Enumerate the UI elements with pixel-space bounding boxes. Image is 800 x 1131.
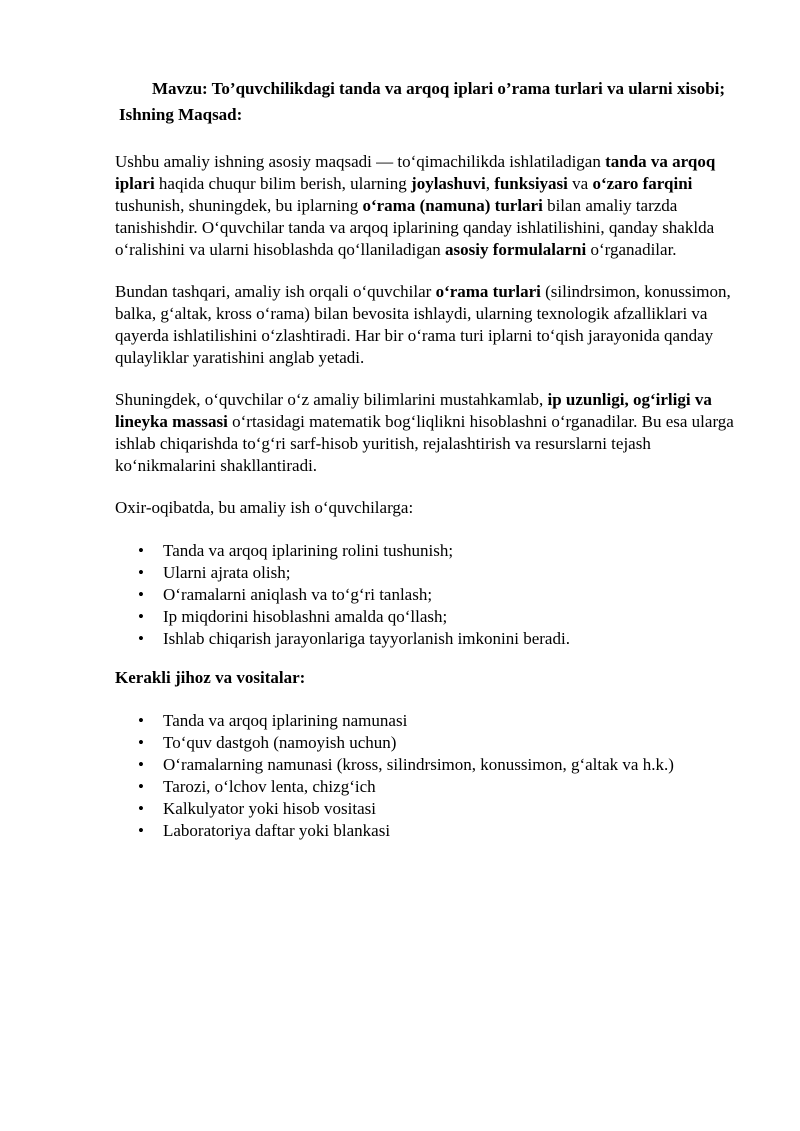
bold-run: ip uzunligi, og‘irligi va lineyka massasi <box>115 390 712 431</box>
list-item: • Tanda va arqoq iplarining rolini tushunish; <box>115 540 740 562</box>
bold-run: o‘rama turlari <box>435 282 541 301</box>
document-body <box>115 76 740 842</box>
document-title: Mavzu: To’quvchilikdagi tanda va arqoq iplari o’rama turlari va ularni xisobi; <box>152 79 726 98</box>
goal-paragraph-2 <box>115 281 740 369</box>
text-run: o‘rtasidagi matematik bog‘liqlikni hisoblashni o‘rganadilar. Bu esa ularga ishlab chiqarishda to‘g‘ri sarf-hisob yuritish, rejalashtirish va resurslarni tejash ko‘nikmalarini shakllantiradi. <box>115 412 734 475</box>
tools-list <box>115 710 740 842</box>
text-run: tushunish, shuningdek, bu iplarning <box>115 196 363 215</box>
bold-run: funksiyasi <box>494 174 568 193</box>
list-item: • To‘quv dastgoh (namoyish uchun) <box>115 732 740 754</box>
goal-paragraph-4: Oxir-oqibatda, bu amaliy ish o‘quvchilarga: <box>115 498 414 517</box>
text-run: Bundan tashqari, amaliy ish orqali o‘quvchilar <box>115 282 436 301</box>
text-run: o‘rganadilar. <box>586 240 677 259</box>
goal-paragraph-1 <box>115 151 740 261</box>
list-item: • Laboratoriya daftar yoki blankasi <box>115 820 740 842</box>
outcomes-list <box>115 540 740 650</box>
list-item: • Tarozi, o‘lchov lenta, chizg‘ich <box>115 776 740 798</box>
list-item: • O‘ramalarni aniqlash va to‘g‘ri tanlash; <box>115 584 740 606</box>
bold-run: o‘zaro farqini <box>592 174 693 193</box>
text-run: va <box>567 174 593 193</box>
text-run: Ushbu amaliy ishning asosiy maqsadi — to‘qimachilikda ishlatiladigan <box>115 152 606 171</box>
bold-run: joylashuvi <box>411 174 486 193</box>
bold-run: asosiy formulalarni <box>445 240 587 259</box>
list-item: • Ishlab chiqarish jarayonlariga tayyorlanish imkonini beradi. <box>115 628 740 650</box>
text-run: , <box>485 174 495 193</box>
list-item: • Ip miqdorini hisoblashni amalda qo‘llash; <box>115 606 740 628</box>
list-item: • O‘ramalarning namunasi (kross, silindrsimon, konussimon, g‘altak va h.k.) <box>115 754 740 776</box>
bold-run: tanda va arqoq iplari <box>115 152 716 193</box>
text-run: bilan amaliy tarzda tanishishdir. O‘quvchilar tanda va arqoq iplarining qanday ishlatilishini, qanday shaklda o‘ralishini va ularni hisoblashda qo‘llaniladigan <box>115 196 715 259</box>
text-run: Shuningdek, o‘quvchilar o‘z amaliy bilimlarini mustahkamlab, <box>115 390 548 409</box>
text-run: (silindrsimon, konussimon, balka, g‘altak, kross o‘rama) bilan bevosita ishlaydi, ularning texnologik afzalliklari va qayerda ishlatilishini o‘zlashtiradi. Har bir o‘rama turi iplarni to‘qish jarayonida qanday qulayliklar yaratishini anglab yetadi. <box>115 282 731 367</box>
text-run: haqida chuqur bilim berish, ularning <box>154 174 412 193</box>
goal-paragraph-3 <box>115 389 740 477</box>
tools-heading: Kerakli jihoz va vositalar: <box>115 668 306 687</box>
goal-heading: Ishning Maqsad: <box>119 105 243 124</box>
list-item: • Tanda va arqoq iplarining namunasi <box>115 710 740 732</box>
bold-run: o‘rama (namuna) turlari <box>362 196 543 215</box>
list-item: • Ularni ajrata olish; <box>115 562 740 584</box>
list-item: • Kalkulyator yoki hisob vositasi <box>115 798 740 820</box>
